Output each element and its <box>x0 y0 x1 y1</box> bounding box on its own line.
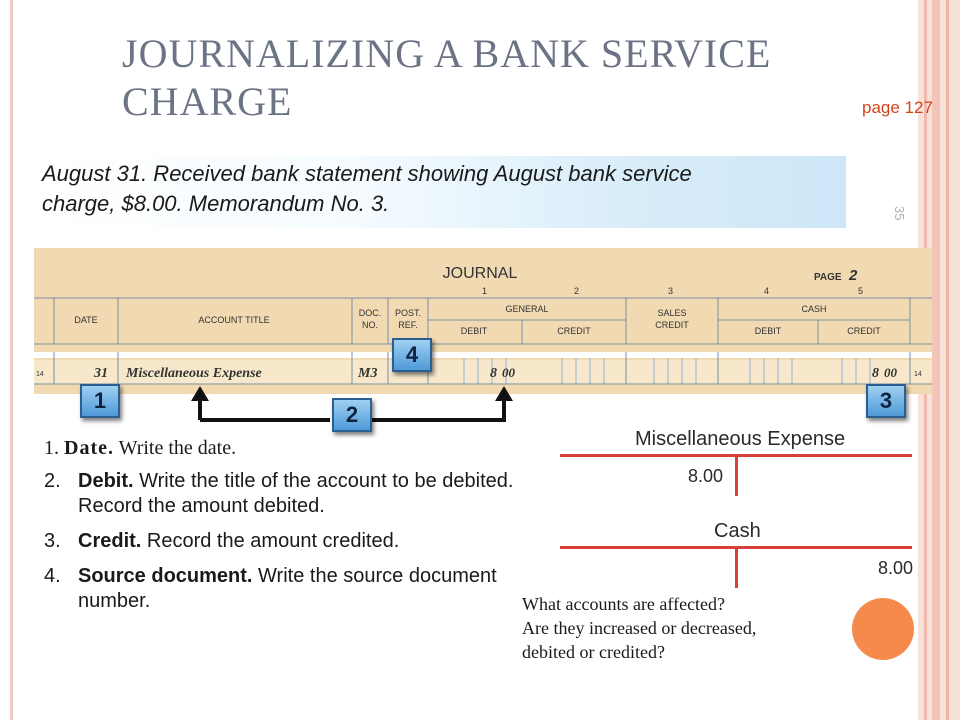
col-num-2: 2 <box>574 286 580 296</box>
step-3-bold: Credit. <box>78 530 142 552</box>
t-account-cash-vline <box>735 546 738 588</box>
header-sales-credit: CREDIT <box>655 320 689 330</box>
entry-day: 31 <box>94 366 108 381</box>
callout-1: 1 <box>80 384 120 418</box>
arrow-head-left <box>191 386 209 401</box>
col-num-5: 5 <box>858 286 864 296</box>
header-sales: SALES <box>657 308 687 318</box>
entry-account: Miscellaneous Expense <box>126 366 262 381</box>
col-num-3: 3 <box>668 286 674 296</box>
header-doc-no: NO. <box>361 320 379 330</box>
col-num-1: 1 <box>482 286 488 296</box>
header-date: DATE <box>74 315 98 325</box>
header-cash-debit: DEBIT <box>754 326 782 336</box>
step-list <box>44 436 564 624</box>
step-1-bold: Date. <box>64 437 114 459</box>
entry-general-debit: 8 <box>490 366 497 381</box>
question-line-3: debited or credited? <box>522 642 665 662</box>
callout-2: 2 <box>332 398 372 432</box>
header-post: POST. <box>394 308 422 318</box>
step-3-number: 3. <box>44 530 61 552</box>
step-1-text: Write the date. <box>113 437 237 459</box>
step-1-number: 1. <box>44 437 59 459</box>
callout-3: 3 <box>866 384 906 418</box>
slide-number: 35 <box>892 206 907 221</box>
journal-page-label: PAGE <box>814 272 842 283</box>
step-2-bold: Debit. <box>78 470 134 492</box>
step-2-number: 2. <box>44 470 61 492</box>
entry-cash-credit-cents: 00 <box>884 365 897 380</box>
step-3-text: Record the amount credited. <box>141 530 400 552</box>
entry-line-number-right: 14 <box>914 371 922 378</box>
t-account-misc-debit: 8.00 <box>688 466 724 486</box>
entry-general-debit-cents: 00 <box>502 365 515 380</box>
col-num-4: 4 <box>764 286 770 296</box>
step-credit <box>44 529 564 554</box>
header-doc: DOC. <box>358 308 382 318</box>
t-account-misc-title: Miscellaneous Expense <box>635 428 846 450</box>
header-cash-credit: CREDIT <box>847 326 881 336</box>
step-2-text: Write the title of the account to be debited. Record the amount debited. <box>78 470 514 517</box>
header-general: GENERAL <box>505 304 549 314</box>
step-source-document <box>44 564 564 614</box>
problem-line-2: charge, $8.00. Memorandum No. 3. <box>42 191 390 216</box>
header-cash: CASH <box>801 304 827 314</box>
entry-line-number: 14 <box>36 371 44 378</box>
journal-title: JOURNAL <box>442 265 518 282</box>
arrow-head-right <box>495 386 513 401</box>
question-text <box>522 592 902 664</box>
page-reference: page 127 <box>862 98 933 117</box>
t-account-cash-credit: 8.00 <box>878 558 914 578</box>
header-account-title: ACCOUNT TITLE <box>198 315 270 325</box>
step-debit <box>44 469 564 519</box>
step-4-bold: Source document. <box>78 565 253 587</box>
callout-4: 4 <box>392 338 432 372</box>
header-ref: REF. <box>398 320 418 330</box>
t-account-misc-vline <box>735 454 738 496</box>
header-general-debit: DEBIT <box>460 326 488 336</box>
title-line-2: CHARGE <box>122 79 293 124</box>
entry-cash-credit: 8 <box>872 366 879 381</box>
entry-doc: M3 <box>358 366 378 381</box>
step-4-number: 4. <box>44 565 61 587</box>
header-general-credit: CREDIT <box>557 326 591 336</box>
step-4-text: Write the source document number. <box>78 565 497 612</box>
question-line-1: What accounts are affected? <box>522 594 726 614</box>
journal-page-number: 2 <box>849 267 858 284</box>
step-date <box>44 436 564 461</box>
problem-line-1: August 31. Received bank statement showing August bank service <box>42 161 692 186</box>
title-line-1: JOURNALIZING A BANK SERVICE <box>122 31 772 76</box>
t-account-cash-title: Cash <box>714 520 761 542</box>
question-line-2: Are they increased or decreased, <box>522 618 757 638</box>
